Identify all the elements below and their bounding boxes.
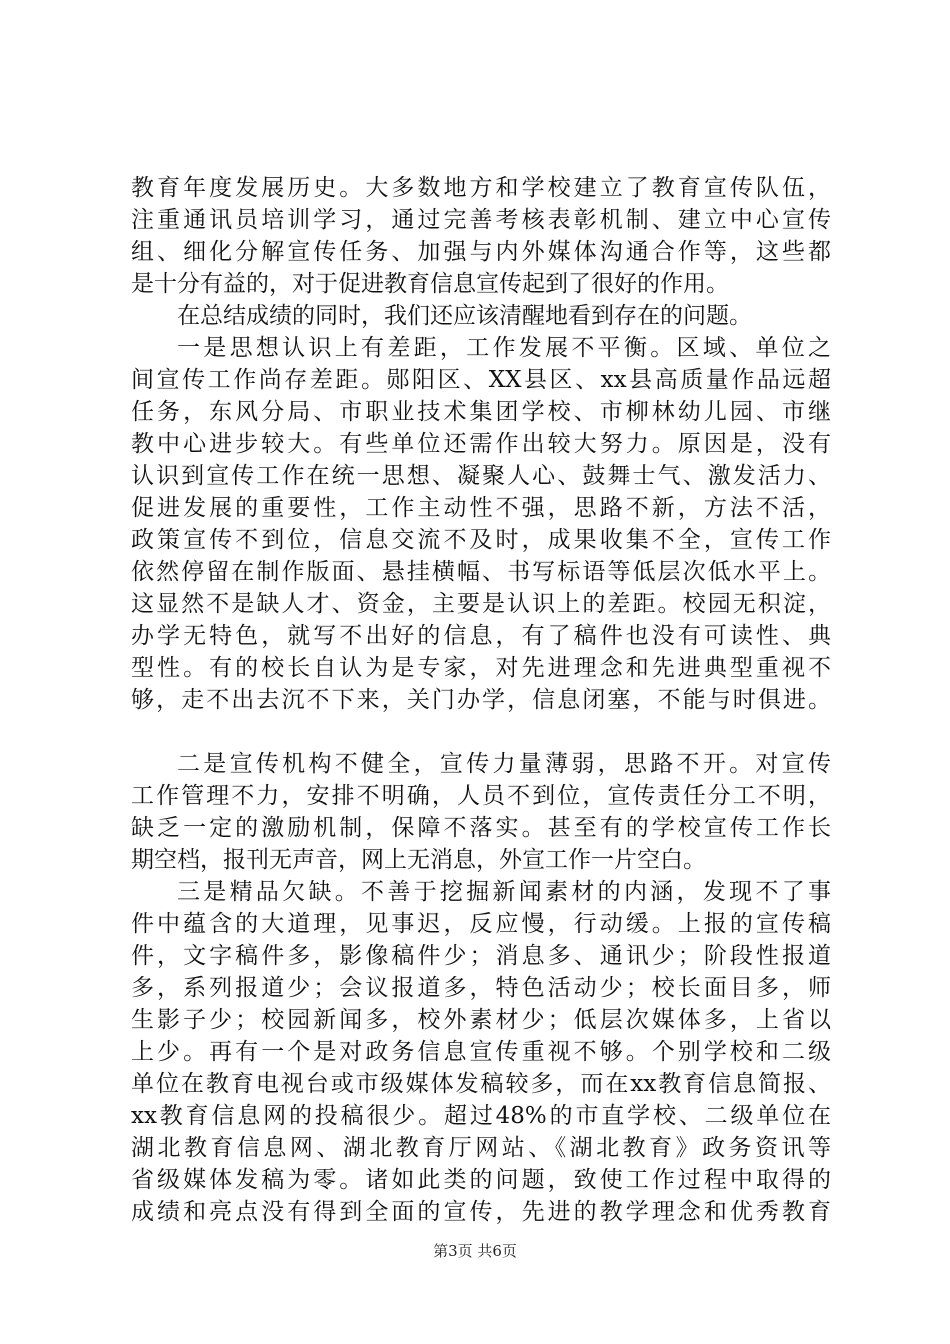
text-line: 在总结成绩的同时，我们还应该清醒地看到存在的问题。: [177, 303, 752, 329]
text-line: 工作管理不力，安排不明确，人员不到位，宣传责任分工不明，: [131, 783, 831, 809]
paragraph: [131, 748, 831, 876]
text-line: 促进发展的重要性，工作主动性不强，思路不新，方法不活，: [131, 495, 831, 521]
text-line: 缺乏一定的激励机制，保障不落实。甚至有的学校宣传工作长: [131, 815, 831, 841]
text-line: 单位在教育电视台或市级媒体发稿较多，而在xx教育信息简报、: [131, 1071, 831, 1097]
text-line: 成绩和亮点没有得到全面的宣传，先进的教学理念和优秀教育: [131, 1199, 831, 1225]
text-line: 政策宣传不到位，信息交流不及时，成果收集不全，宣传工作: [131, 527, 831, 553]
text-line: 多，系列报道少；会议报道多，特色活动少；校长面目多，师: [131, 975, 831, 1001]
paragraph: [131, 300, 831, 332]
text-line: 注重通讯员培训学习，通过完善考核表彰机制、建立中心宣传: [131, 207, 831, 233]
text-line: 认识到宣传工作在统一思想、凝聚人心、鼓舞士气、激发活力、: [131, 463, 831, 489]
text-line: 是十分有益的，对于促进教育信息宣传起到了很好的作用。: [131, 271, 729, 297]
text-line: 教育年度发展历史。大多数地方和学校建立了教育宣传队伍，: [131, 175, 831, 201]
text-line: 组、细化分解宣传任务、加强与内外媒体沟通合作等，这些都: [131, 239, 831, 265]
text-line: 生影子少；校园新闻多，校外素材少；低层次媒体多，上省以: [131, 1007, 831, 1033]
document-body: [131, 172, 831, 1228]
text-line: 办学无特色，就写不出好的信息，有了稿件也没有可读性、典: [131, 623, 831, 649]
text-line: 期空档，报刊无声音，网上无消息，外宣工作一片空白。: [131, 847, 706, 873]
text-line: 一是思想认识上有差距，工作发展不平衡。区域、单位之: [177, 335, 831, 361]
text-line: 件中蕴含的大道理，见事迟，反应慢，行动缓。上报的宣传稿: [131, 911, 831, 937]
text-line: 二是宣传机构不健全，宣传力量薄弱，思路不开。对宣传: [177, 751, 831, 777]
text-line: 件，文字稿件多，影像稿件少；消息多、通讯少；阶段性报道: [131, 943, 831, 969]
text-line: 型性。有的校长自认为是专家，对先进理念和先进典型重视不: [131, 655, 831, 681]
paragraph: [131, 172, 831, 300]
paragraph: [131, 876, 831, 1228]
text-line: 任务，东风分局、市职业技术集团学校、市柳林幼儿园、市继: [131, 399, 831, 425]
text-line: 湖北教育信息网、湖北教育厅网站、《湖北教育》政务资讯等: [131, 1135, 831, 1161]
text-line: 够，走不出去沉不下来，关门办学，信息闭塞，不能与时俱进。: [131, 687, 831, 713]
text-line: 这显然不是缺人才、资金，主要是认识上的差距。校园无积淀，: [131, 591, 831, 617]
blank-line: [131, 716, 831, 748]
text-line: 三是精品欠缺。不善于挖掘新闻素材的内涵，发现不了事: [177, 879, 831, 905]
text-line: 间宣传工作尚存差距。郧阳区、XX县区、xx县高质量作品远超: [131, 367, 831, 393]
text-line: xx教育信息网的投稿很少。超过48%的市直学校、二级单位在: [131, 1103, 831, 1129]
page-number-footer: 第3页 共6页: [433, 1242, 517, 1260]
text-line: 省级媒体发稿为零。诸如此类的问题，致使工作过程中取得的: [131, 1167, 831, 1193]
paragraph: [131, 332, 831, 716]
text-line: 教中心进步较大。有些单位还需作出较大努力。原因是，没有: [131, 431, 831, 457]
text-line: 上少。再有一个是对政务信息宣传重视不够。个别学校和二级: [131, 1039, 831, 1065]
text-line: 依然停留在制作版面、悬挂横幅、书写标语等低层次低水平上。: [131, 559, 831, 585]
